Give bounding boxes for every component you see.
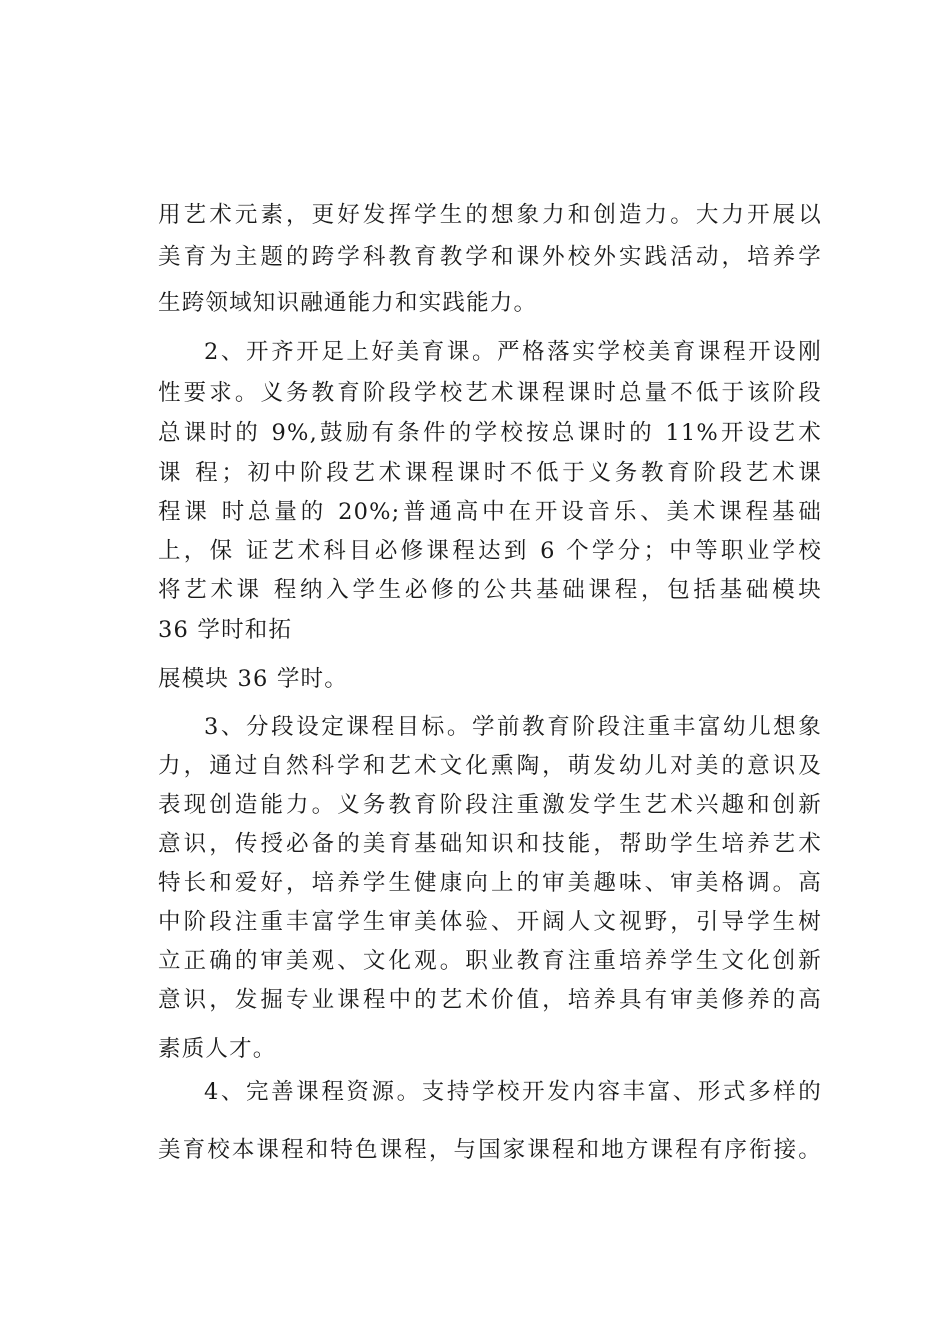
paragraph-line: 展模块 36 学时。 <box>158 666 348 692</box>
paragraph-line: 中阶段注重丰富学生审美体验、开阔人文视野，引导学生树 <box>158 909 822 935</box>
paragraph-line: 2、开齐开足上好美育课。严格落实学校美育课程开设刚 <box>204 339 822 365</box>
paragraph-line: 课 程；初中阶段艺术课程课时不低于义务教育阶段艺术课 <box>158 460 822 486</box>
paragraph-line: 意识，传授必备的美育基础知识和技能，帮助学生培养艺术 <box>158 831 822 857</box>
paragraph-line: 36 学时和拓 <box>158 617 293 643</box>
paragraph-line: 素质人才。 <box>158 1036 277 1062</box>
paragraph-line: 生跨领域知识融通能力和实践能力。 <box>158 290 538 316</box>
paragraph-line: 总课时的 9%,鼓励有条件的学校按总课时的 11%开设艺术 <box>158 420 822 446</box>
paragraph-line: 立正确的审美观、文化观。职业教育注重培养学生文化创新 <box>158 948 822 974</box>
paragraph-line: 意识，发掘专业课程中的艺术价值，培养具有审美修养的高 <box>158 987 822 1013</box>
paragraph-line: 性要求。义务教育阶段学校艺术课程课时总量不低于该阶段 <box>158 380 822 406</box>
paragraph-line: 力，通过自然科学和艺术文化熏陶，萌发幼儿对美的意识及 <box>158 753 822 779</box>
paragraph-line: 将艺术课 程纳入学生必修的公共基础课程，包括基础模块 <box>158 577 822 603</box>
paragraph-line: 3、分段设定课程目标。学前教育阶段注重丰富幼儿想象 <box>204 714 822 740</box>
paragraph-line: 表现创造能力。义务教育阶段注重激发学生艺术兴趣和创新 <box>158 792 822 818</box>
paragraph-line: 程课 时总量的 20%;普通高中在开设音乐、美术课程基础 <box>158 499 822 525</box>
paragraph-line: 上，保 证艺术科目必修课程达到 6 个学分；中等职业学校 <box>158 538 822 564</box>
paragraph-line: 特长和爱好，培养学生健康向上的审美趣味、审美格调。高 <box>158 870 822 896</box>
paragraph-line: 4、完善课程资源。支持学校开发内容丰富、形式多样的 <box>204 1079 822 1105</box>
paragraph-line: 美育校本课程和特色课程，与国家课程和地方课程有序衔接。 <box>158 1137 822 1163</box>
paragraph-line: 美育为主题的跨学科教育教学和课外校外实践活动，培养学 <box>158 244 822 270</box>
paragraph-line: 用艺术元素，更好发挥学生的想象力和创造力。大力开展以 <box>158 202 822 228</box>
